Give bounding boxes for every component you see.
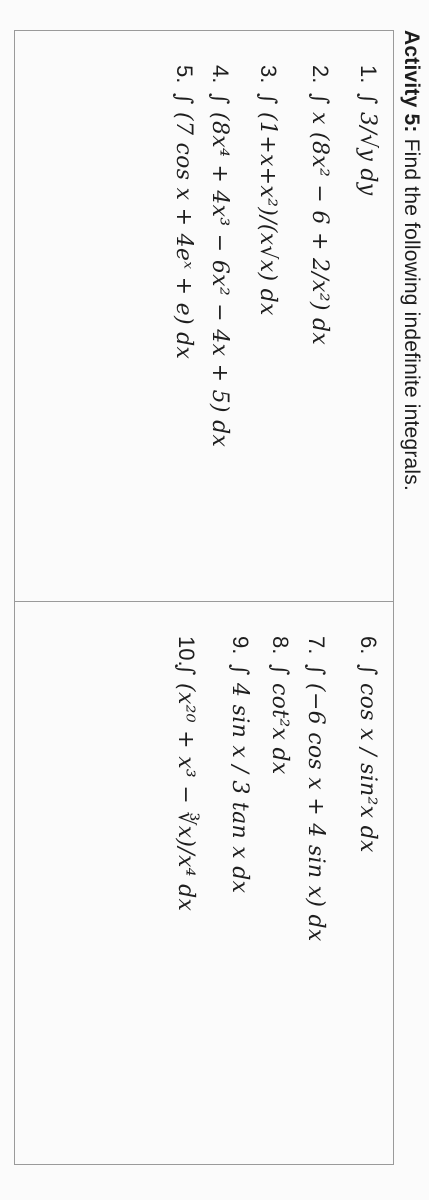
problem-7 — [303, 636, 329, 942]
problem-1 — [355, 65, 381, 196]
problem-9 — [227, 636, 253, 893]
problems-column-right — [15, 602, 393, 1164]
problem-expression: ∫ 4 sin x / 3 tan x dx — [227, 664, 253, 894]
problem-number: 9. — [228, 636, 253, 655]
problem-8 — [267, 636, 293, 775]
problem-expression: ∫ cos x / sin²x dx — [355, 664, 381, 853]
problem-10 — [173, 636, 199, 911]
activity-label: Activity 5: — [400, 30, 423, 133]
problem-number: 2. — [308, 65, 333, 84]
problem-expression: ∫ cot²x dx — [267, 664, 293, 775]
problem-2 — [307, 65, 333, 345]
problem-number: 6. — [356, 636, 381, 655]
problem-expression: ∫ (x²⁰ + x³ − ∛x)/x⁴ dx — [173, 664, 199, 912]
problem-5 — [171, 65, 197, 359]
problem-4 — [207, 65, 233, 447]
problem-number: 1. — [356, 65, 381, 84]
problem-number: 7. — [304, 636, 329, 655]
problem-expression: ∫ (−6 cos x + 4 sin x) dx — [303, 664, 329, 942]
problem-3 — [255, 65, 281, 316]
problems-column-left — [15, 31, 393, 601]
problem-number: 3. — [256, 65, 281, 84]
problem-number: 10. — [174, 636, 199, 667]
problem-number: 8. — [268, 636, 293, 655]
problem-number: 5. — [172, 65, 197, 84]
problem-6 — [355, 636, 381, 853]
problem-expression: ∫ (8x⁴ + 4x³ − 6x² − 4x + 5) dx — [207, 93, 233, 448]
problem-expression: ∫ 3/√y dy — [355, 93, 381, 196]
problems-table — [14, 30, 394, 1165]
problem-expression: ∫ (7 cos x + 4eˣ + e) dx — [171, 93, 197, 360]
problem-number: 4. — [208, 65, 233, 84]
activity-instruction: Find the following indefinite integrals. — [400, 138, 423, 491]
problem-expression: ∫ x (8x² − 6 + 2/x²) dx — [307, 93, 333, 346]
problem-expression: ∫ (1+x+x²)/(x√x) dx — [255, 93, 281, 316]
activity-heading — [399, 30, 423, 491]
